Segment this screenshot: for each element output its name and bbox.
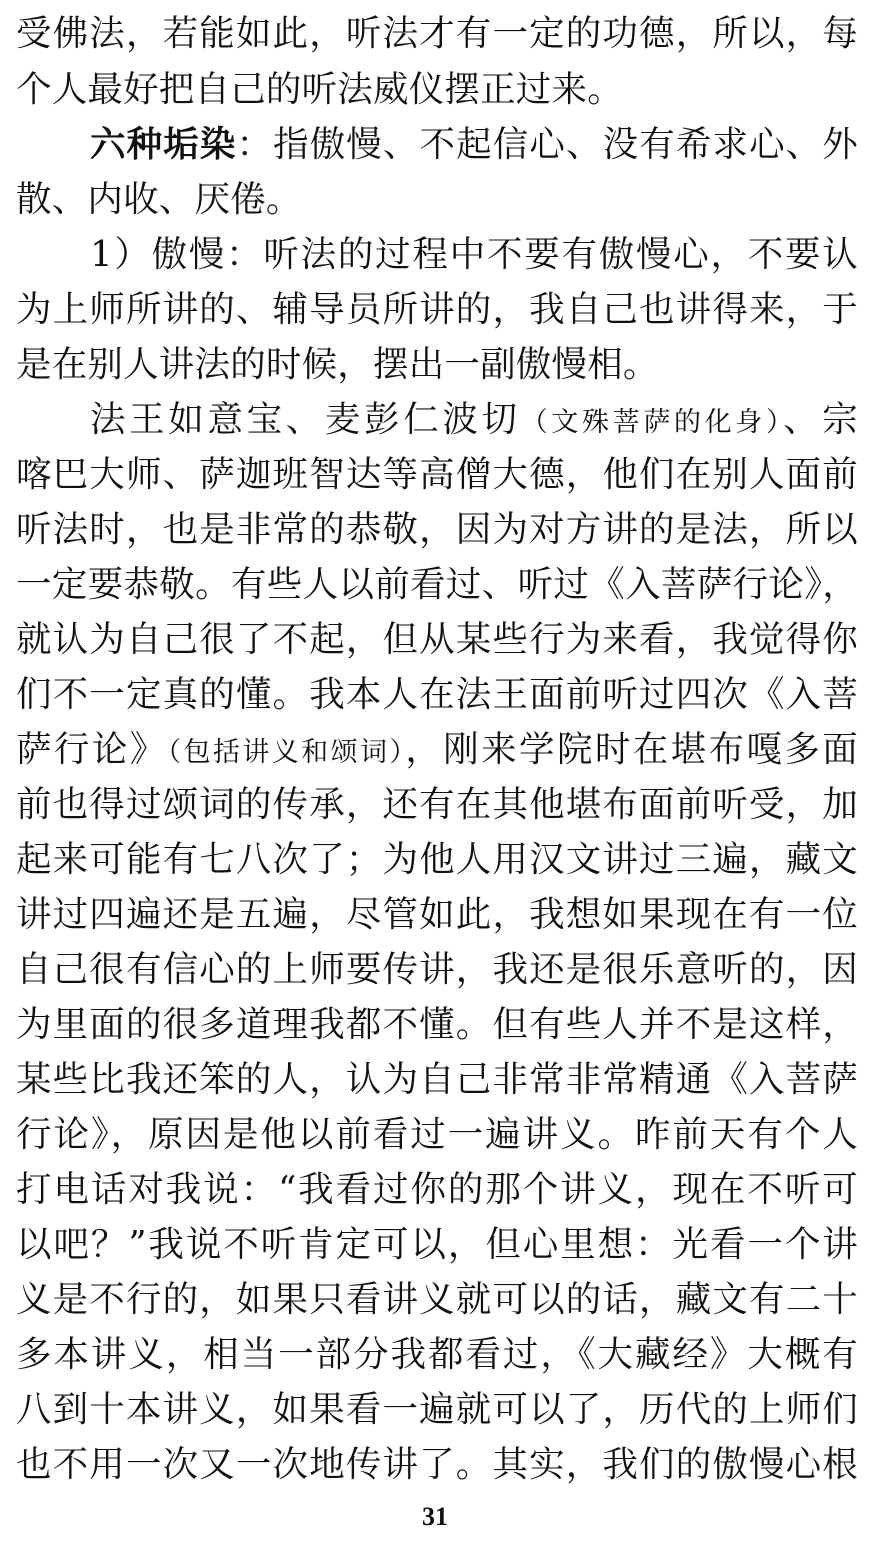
text-line: 一定要恭敬。有些人以前看过、听过《入菩萨行论》，: [16, 565, 858, 605]
text-line: 行论》，原因是他以前看过一遍讲义。昨前天有个人: [16, 1115, 858, 1155]
text-line: 也不用一次又一次地传讲了。其实，我们的傲慢心根: [16, 1445, 858, 1485]
text-line: 前也得过颂词的传承，还有在其他堪布面前听受，加: [16, 785, 858, 825]
text-line: 某些比我还笨的人，认为自己非常非常精通《入菩萨: [16, 1060, 858, 1100]
text-line: 散、内收、厌倦。: [16, 180, 302, 220]
text-segment: 、宗: [783, 400, 858, 440]
text-line: 听法时，也是非常的恭敬，因为对方讲的是法，所以: [16, 510, 858, 550]
text-line: 为上师所讲的、辅导员所讲的，我自己也讲得来，于: [16, 290, 858, 330]
term-heading: 六种垢染: [90, 125, 237, 165]
text-line: [16, 730, 858, 770]
text-line: 打电话对我说：“我看过你的那个讲义，现在不听可: [16, 1170, 858, 1210]
text-line: 起来可能有七八次了；为他人用汉文讲过三遍，藏文: [16, 840, 858, 880]
parenthetical-note: （文殊菩萨的化身）: [520, 407, 784, 438]
text-segment: ，刚来学院时在堪布嘎多面: [405, 730, 858, 770]
text-line: 就认为自己很了不起，但从某些行为来看，我觉得你: [16, 620, 858, 660]
text-segment: 萨行论》: [16, 730, 168, 770]
text-line: 1）傲慢：听法的过程中不要有傲慢心，不要认: [90, 235, 858, 275]
text-segment: 法王如意宝、麦彭仁波切: [90, 400, 521, 440]
text-line: 为里面的很多道理我都不懂。但有些人并不是这样，: [16, 1005, 858, 1045]
text-line: [90, 125, 858, 165]
text-line: 是在别人讲法的时候，摆出一副傲慢相。: [16, 345, 659, 385]
page-number: 31: [422, 1502, 448, 1531]
text-line: [90, 400, 858, 440]
text-line: 自己很有信心的上师要传讲，我还是很乐意听的，因: [16, 950, 858, 990]
parenthetical-note: （包括讲义和颂词）: [167, 737, 406, 768]
text-line: 个人最好把自己的听法威仪摆正过来。: [16, 70, 623, 110]
text-line: 多本讲义，相当一部分我都看过，《大藏经》大概有: [16, 1335, 858, 1375]
text-line: 义是不行的，如果只看讲义就可以的话，藏文有二十: [16, 1280, 858, 1320]
text-line: 受佛法，若能如此，听法才有一定的功德，所以，每: [16, 14, 858, 54]
text-line: 以吧？”我说不听肯定可以，但心里想：光看一个讲: [16, 1225, 858, 1265]
term-definition: ：指傲慢、不起信心、没有希求心、外: [236, 125, 858, 165]
text-line: 八到十本讲义，如果看一遍就可以了，历代的上师们: [16, 1390, 858, 1430]
text-line: 讲过四遍还是五遍，尽管如此，我想如果现在有一位: [16, 895, 858, 935]
text-line: 喀巴大师、萨迦班智达等高僧大德，他们在别人面前: [16, 455, 858, 495]
text-line: 们不一定真的懂。我本人在法王面前听过四次《入菩: [16, 675, 858, 715]
